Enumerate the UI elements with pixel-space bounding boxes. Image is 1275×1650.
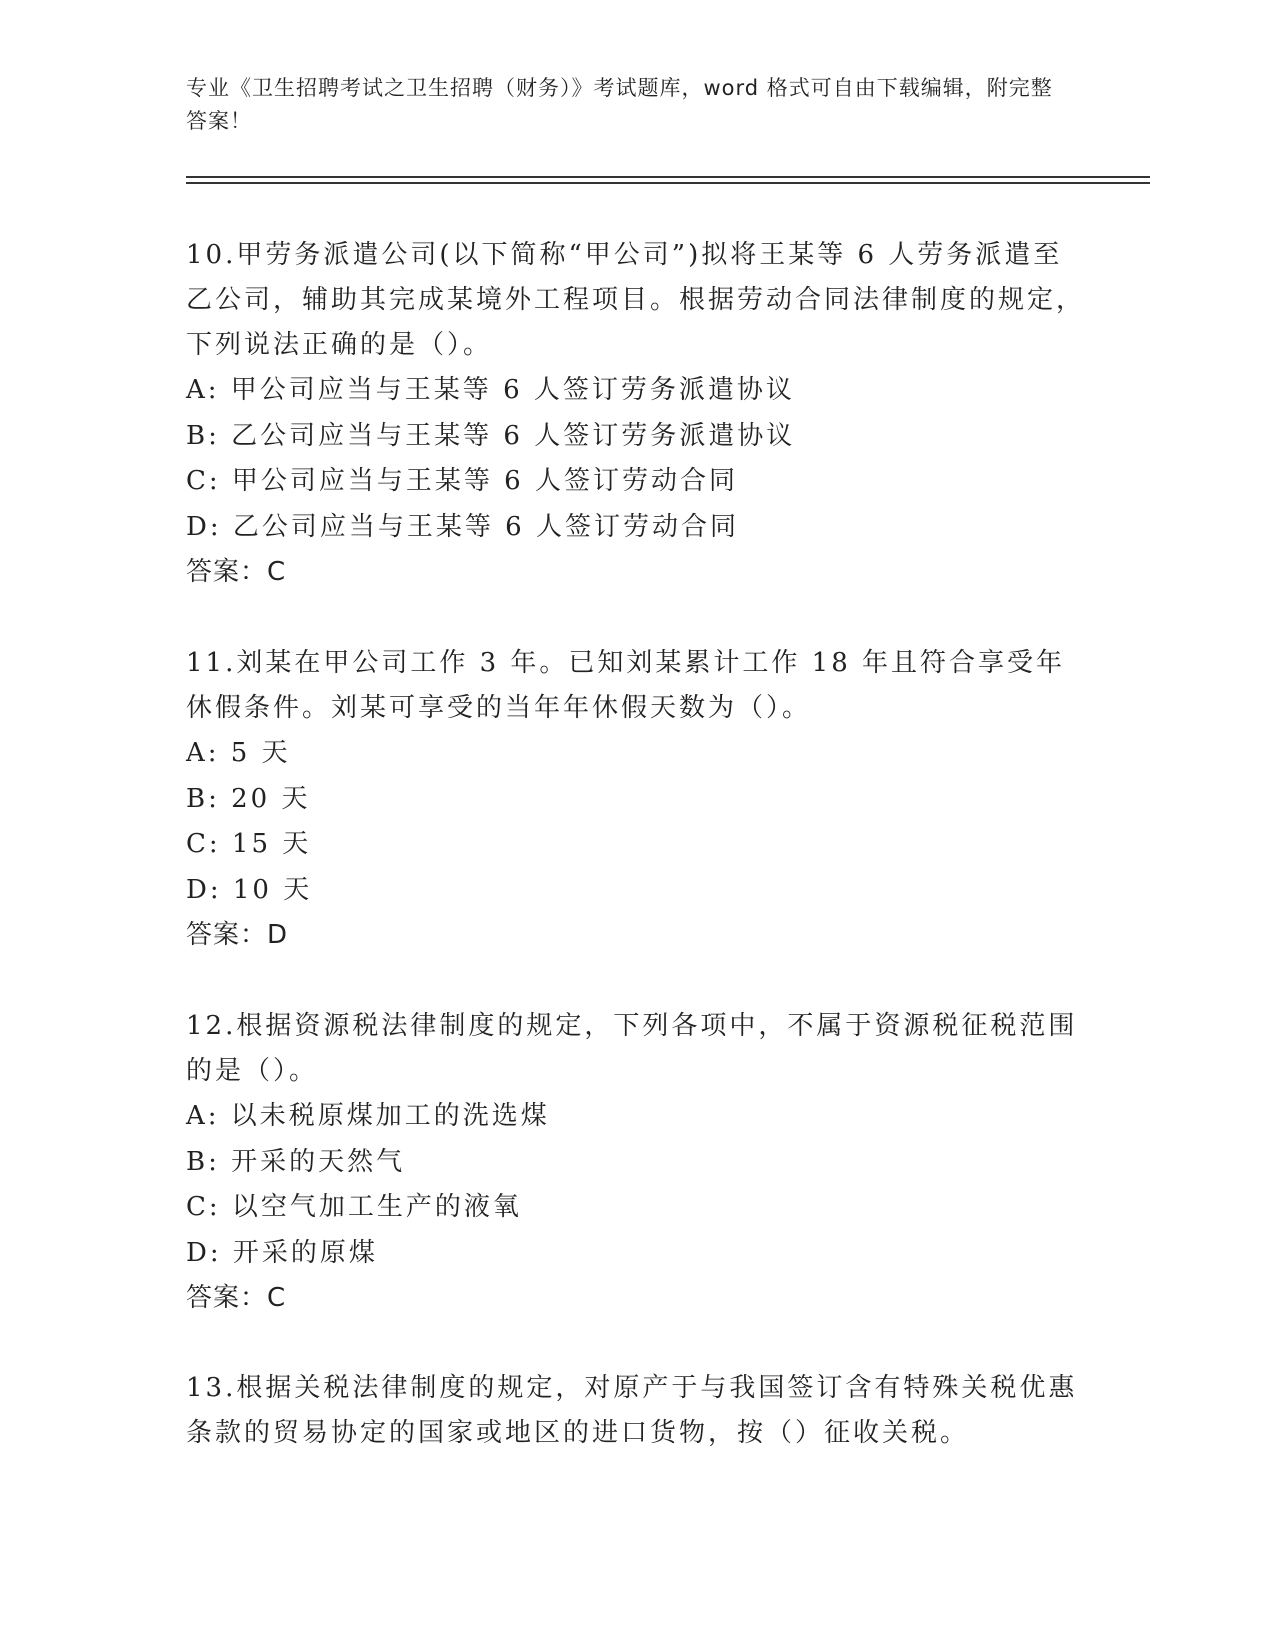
- question-text: 12.根据资源税法律制度的规定，下列各项中，不属于资源税征税范围的是（）。: [186, 1011, 1078, 1086]
- option-c: C: 15 天: [186, 829, 312, 859]
- option-b: B: 开采的天然气: [186, 1146, 406, 1177]
- option-c: C: 甲公司应当与王某等 6 人签订劳动合同: [186, 466, 738, 496]
- option-a: A: 甲公司应当与王某等 6 人签订劳务派遣协议: [186, 375, 795, 405]
- header-intro-text: 专业《卫生招聘考试之卫生招聘（财务）》考试题库，word 格式可自由下载编辑，附完整答案！: [186, 76, 1053, 133]
- option-d: D: 开采的原煤: [186, 1237, 378, 1268]
- answer: 答案：C: [186, 1283, 287, 1313]
- option-d: D: 乙公司应当与王某等 6 人签订劳动合同: [186, 511, 739, 542]
- question-11: [186, 641, 1086, 959]
- option-b: B: 20 天: [186, 783, 311, 814]
- option-b: B: 乙公司应当与王某等 6 人签订劳务派遣协议: [186, 420, 796, 451]
- answer: 答案：C: [186, 557, 287, 587]
- question-text: 13.根据关税法律制度的规定，对原产于与我国签订含有特殊关税优惠条款的贸易协定的国家或地区的进口货物，按（）征收关税。: [186, 1373, 1078, 1448]
- header-divider-top: [186, 176, 1150, 178]
- question-13: [186, 1366, 1086, 1456]
- option-c: C: 以空气加工生产的液氧: [186, 1192, 522, 1222]
- answer: 答案：D: [186, 920, 289, 950]
- header-divider-bottom: [186, 182, 1150, 184]
- option-a: A: 以未税原煤加工的洗选煤: [186, 1101, 550, 1131]
- question-12: [186, 1004, 1086, 1322]
- option-d: D: 10 天: [186, 874, 313, 905]
- question-10: [186, 233, 1086, 596]
- question-text: 10.甲劳务派遣公司(以下简称“甲公司”)拟将王某等 6 人劳务派遣至乙公司，辅助其完成某境外工程项目。根据劳动合同法律制度的规定，下列说法正确的是（）。: [186, 240, 1086, 360]
- question-text: 11.刘某在甲公司工作 3 年。已知刘某累计工作 18 年且符合享受年休假条件。刘某可享受的当年年休假天数为（）。: [186, 648, 1066, 723]
- document-header: [186, 72, 1066, 138]
- option-a: A: 5 天: [186, 738, 291, 768]
